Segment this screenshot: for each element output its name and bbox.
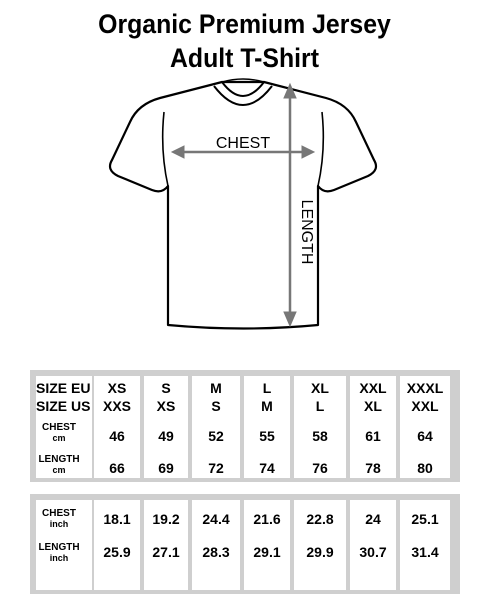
size-us: XL <box>364 398 382 414</box>
chest-label: CHEST <box>215 135 271 152</box>
size-column <box>192 376 240 478</box>
size-eu: XL <box>311 380 329 396</box>
size-us: XS <box>156 398 176 414</box>
length-label: LENGTH <box>298 199 315 265</box>
chest-inch-value: 25.1 <box>411 511 439 527</box>
length-cm-value: 78 <box>365 460 381 476</box>
size-us: L <box>315 398 325 414</box>
chest-cm-value: 61 <box>365 428 381 444</box>
size-eu: XXXL <box>406 380 444 396</box>
chest-inch-value: 22.8 <box>306 511 334 527</box>
row-label-name: CHEST <box>42 422 76 433</box>
length-inch-value: 25.9 <box>103 544 131 560</box>
size-column <box>350 376 396 478</box>
size-eu: S <box>161 380 171 396</box>
chest-cm-value: 49 <box>158 428 174 444</box>
size-eu: XXL <box>359 380 387 396</box>
row-label-name: CHEST <box>42 508 76 519</box>
chest-inch-value: 24.4 <box>202 511 230 527</box>
size-column <box>294 376 346 478</box>
tshirt-outline <box>110 82 376 329</box>
title-line-2: Adult T-Shirt <box>169 43 320 73</box>
length-inch-value: 28.3 <box>202 544 230 560</box>
length-cm-value: 66 <box>109 460 125 476</box>
row-label <box>36 542 82 564</box>
chest-inch-value: 24 <box>365 511 381 527</box>
size-column <box>94 376 140 478</box>
size-us: XXL <box>411 398 439 414</box>
length-cm-value: 69 <box>158 460 174 476</box>
size-column <box>244 376 290 478</box>
inch-column <box>400 500 450 590</box>
row-label-unit: cm <box>52 465 66 475</box>
chest-inch-value: 21.6 <box>253 511 281 527</box>
length-inch-value: 31.4 <box>411 544 439 560</box>
size-us: XXS <box>102 398 131 414</box>
chest-cm-value: 64 <box>417 428 433 444</box>
row-label <box>36 422 82 444</box>
length-inch-value: 27.1 <box>152 544 180 560</box>
inch-label-column <box>36 500 92 590</box>
chest-cm-value: 55 <box>259 428 275 444</box>
row-label-unit: inch <box>49 519 69 529</box>
chest-inch-value: 18.1 <box>103 511 131 527</box>
row-label-name: LENGTH <box>38 454 80 465</box>
inch-column <box>144 500 188 590</box>
inch-column <box>350 500 396 590</box>
row-label <box>36 508 82 530</box>
length-inch-value: 30.7 <box>359 544 387 560</box>
inch-column <box>94 500 140 590</box>
chest-inch-value: 19.2 <box>152 511 180 527</box>
row-label-name: LENGTH <box>38 542 80 553</box>
length-cm-value: 76 <box>312 460 328 476</box>
length-inch-value: 29.9 <box>306 544 334 560</box>
length-cm-value: 74 <box>259 460 275 476</box>
size-us: S <box>211 398 221 414</box>
row-label-unit: inch <box>49 553 69 563</box>
size-eu: XS <box>107 380 127 396</box>
length-cm-value: 80 <box>417 460 433 476</box>
size-column <box>400 376 450 478</box>
size-eu: M <box>210 380 222 396</box>
size-eu: L <box>262 380 272 396</box>
length-inch-value: 29.1 <box>253 544 281 560</box>
size-us: M <box>261 398 273 414</box>
row-label-unit: cm <box>52 433 66 443</box>
chest-cm-value: 58 <box>312 428 328 444</box>
row-label <box>36 454 82 476</box>
size-us-label: SIZE US <box>36 398 91 414</box>
inch-column <box>244 500 290 590</box>
size-label-column <box>36 376 92 478</box>
chest-cm-value: 46 <box>109 428 125 444</box>
size-eu-label: SIZE EU <box>36 380 91 396</box>
title-line-1: Organic Premium Jersey <box>98 9 391 39</box>
inch-column <box>294 500 346 590</box>
chest-cm-value: 52 <box>208 428 224 444</box>
inch-column <box>192 500 240 590</box>
length-cm-value: 72 <box>208 460 224 476</box>
size-column <box>144 376 188 478</box>
